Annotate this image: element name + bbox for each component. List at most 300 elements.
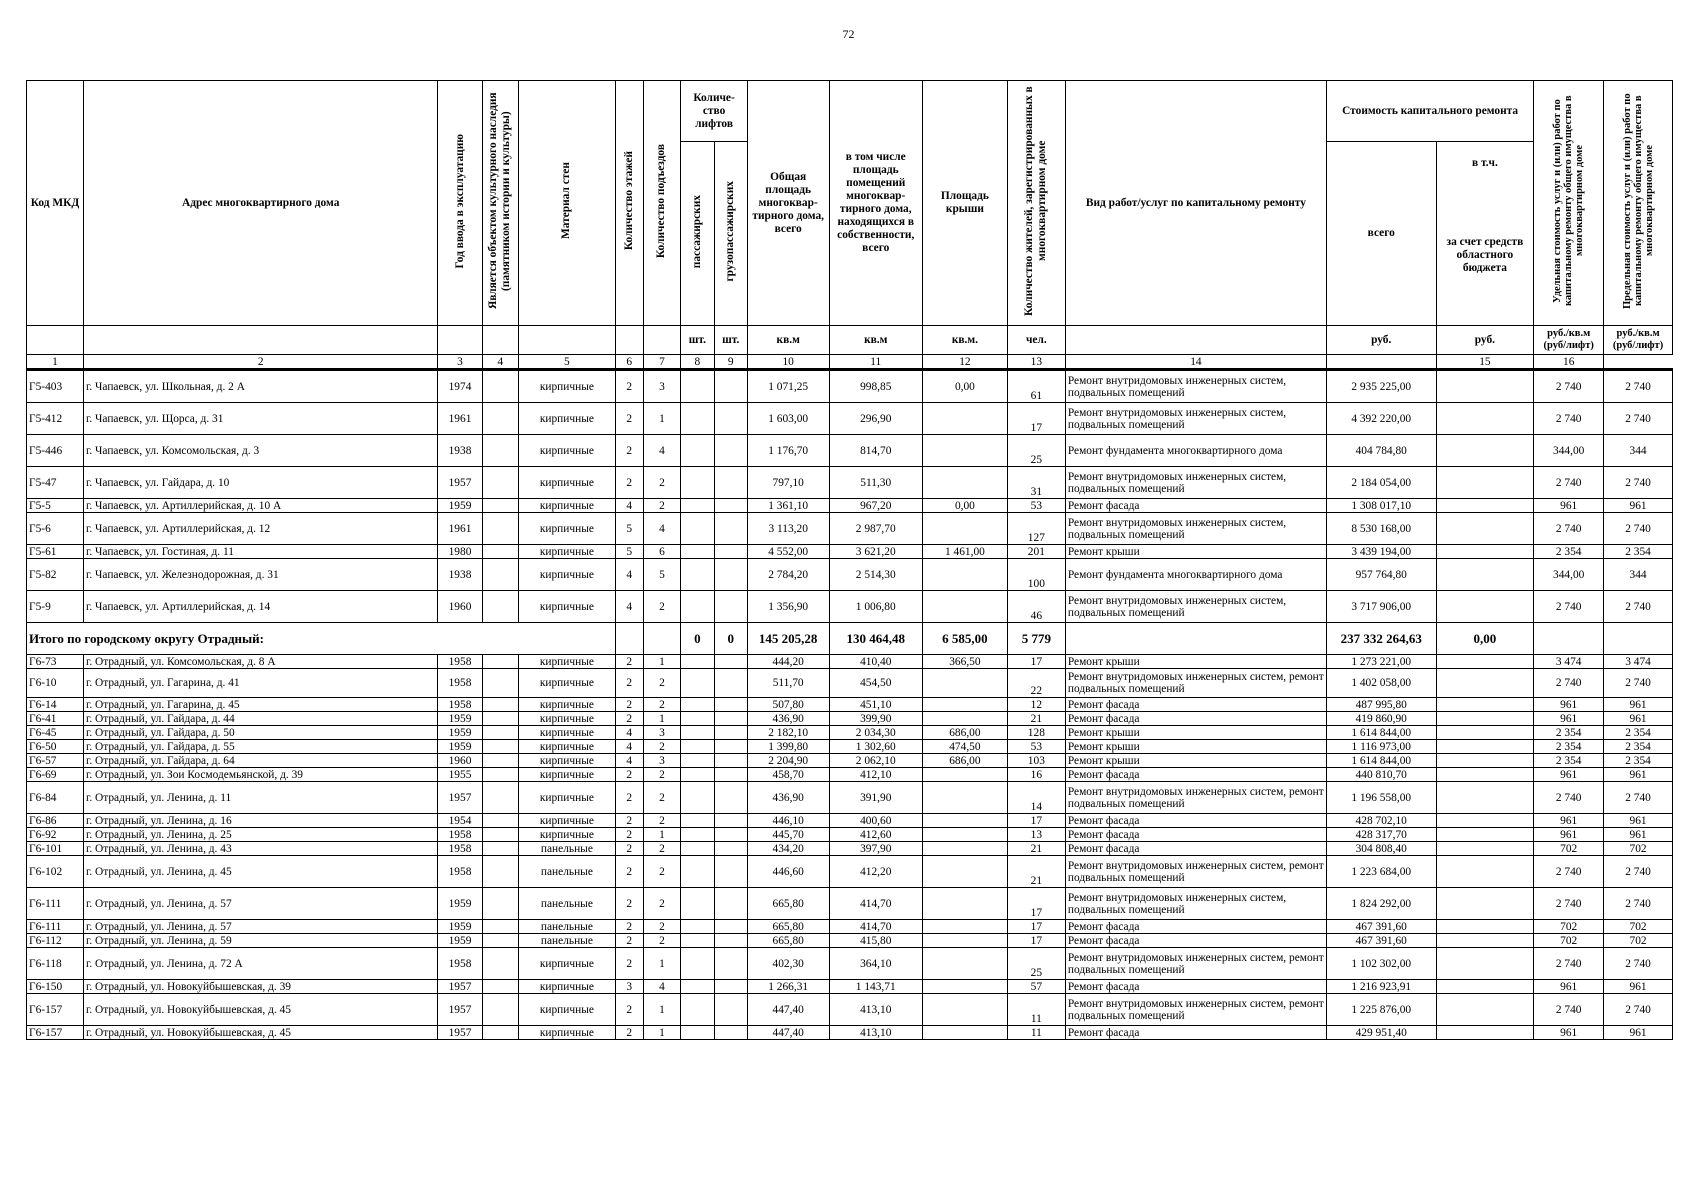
row-residents: 128 <box>1007 726 1065 740</box>
row-heritage <box>482 740 519 754</box>
row-residents: 12 <box>1007 698 1065 712</box>
row-cost-regional <box>1436 980 1534 994</box>
row-owned-area: 814,70 <box>829 435 922 467</box>
row-cost-regional <box>1436 754 1534 768</box>
row-owned-area: 364,10 <box>829 948 922 980</box>
row-unit-cost: 961 <box>1534 499 1604 513</box>
row-code: Г6-157 <box>27 994 84 1026</box>
row-owned-area: 451,10 <box>829 698 922 712</box>
table-row <box>27 920 1673 934</box>
row-work-type: Ремонт крыши <box>1065 726 1326 740</box>
row-lifts-cargo <box>714 698 747 712</box>
row-cost-regional <box>1436 403 1534 435</box>
row-cost-regional <box>1436 513 1534 545</box>
row-heritage <box>482 698 519 712</box>
row-roof-area <box>922 403 1007 435</box>
total-residents: 5 779 <box>1007 623 1065 655</box>
row-code: Г5-9 <box>27 591 84 623</box>
column-number: 4 <box>482 355 519 370</box>
row-work-type: Ремонт фундамента многоквартирного дома <box>1065 435 1326 467</box>
row-heritage <box>482 856 519 888</box>
row-cost-regional <box>1436 920 1534 934</box>
header-cost: Стоимость капитального ремонта <box>1326 81 1533 142</box>
row-floors: 2 <box>615 814 643 828</box>
table-row <box>27 828 1673 842</box>
table-row <box>27 782 1673 814</box>
row-work-type: Ремонт внутридомовых инженерных систем, ремонт подвальных помещений <box>1065 669 1326 698</box>
column-number: 12 <box>922 355 1007 370</box>
row-entrances: 3 <box>643 754 681 768</box>
row-lifts-pass <box>681 499 714 513</box>
row-cost-regional <box>1436 712 1534 726</box>
total-label: Итого по городскому округу Отрадный: <box>27 623 616 655</box>
row-roof-area <box>922 768 1007 782</box>
row-floors: 2 <box>615 655 643 669</box>
row-roof-area: 474,50 <box>922 740 1007 754</box>
row-residents: 14 <box>1007 782 1065 814</box>
row-code: Г5-82 <box>27 559 84 591</box>
row-total-area: 2 784,20 <box>747 559 829 591</box>
row-lifts-pass <box>681 948 714 980</box>
total-unit <box>1534 623 1604 655</box>
row-roof-area <box>922 669 1007 698</box>
row-limit-cost: 2 740 <box>1604 591 1673 623</box>
row-address: г. Отрадный, ул. Ленина, д. 57 <box>83 920 438 934</box>
row-total-area: 447,40 <box>747 1026 829 1040</box>
row-residents: 13 <box>1007 828 1065 842</box>
row-heritage <box>482 726 519 740</box>
row-cost-total: 487 995,80 <box>1326 698 1436 712</box>
total-row <box>27 623 1673 655</box>
row-cost-total: 1 216 923,91 <box>1326 980 1436 994</box>
row-lifts-pass <box>681 856 714 888</box>
header-roof-area: Площадь крыши <box>922 81 1007 326</box>
row-cost-total: 467 391,60 <box>1326 920 1436 934</box>
row-roof-area: 0,00 <box>922 370 1007 403</box>
row-work-type: Ремонт внутридомовых инженерных систем, подвальных помещений <box>1065 403 1326 435</box>
unit-sqm-1: кв.м <box>747 326 829 355</box>
row-year: 1960 <box>438 754 482 768</box>
column-number: 13 <box>1007 355 1065 370</box>
row-residents: 17 <box>1007 403 1065 435</box>
row-floors: 4 <box>615 726 643 740</box>
row-cost-total: 1 308 017,10 <box>1326 499 1436 513</box>
row-address: г. Чапаевск, ул. Артиллерийская, д. 10 А <box>83 499 438 513</box>
total-area: 145 205,28 <box>747 623 829 655</box>
row-work-type: Ремонт крыши <box>1065 740 1326 754</box>
row-lifts-cargo <box>714 467 747 499</box>
row-entrances: 1 <box>643 948 681 980</box>
row-cost-regional <box>1436 669 1534 698</box>
row-entrances: 3 <box>643 726 681 740</box>
row-year: 1958 <box>438 655 482 669</box>
row-entrances: 2 <box>643 768 681 782</box>
row-lifts-pass <box>681 698 714 712</box>
row-year: 1959 <box>438 920 482 934</box>
row-limit-cost: 2 740 <box>1604 994 1673 1026</box>
row-work-type: Ремонт внутридомовых инженерных систем, ремонт подвальных помещений <box>1065 856 1326 888</box>
row-entrances: 2 <box>643 934 681 948</box>
row-walls: кирпичные <box>519 994 616 1026</box>
row-work-type: Ремонт внутридомовых инженерных систем, подвальных помещений <box>1065 888 1326 920</box>
row-address: г. Отрадный, ул. Гайдара, д. 44 <box>83 712 438 726</box>
row-roof-area <box>922 842 1007 856</box>
total-work <box>1065 623 1326 655</box>
row-code: Г6-45 <box>27 726 84 740</box>
row-entrances: 1 <box>643 1026 681 1040</box>
row-work-type: Ремонт внутридомовых инженерных систем, подвальных помещений <box>1065 467 1326 499</box>
row-entrances: 2 <box>643 669 681 698</box>
row-limit-cost: 2 354 <box>1604 754 1673 768</box>
row-limit-cost: 2 740 <box>1604 370 1673 403</box>
row-total-area: 1 176,70 <box>747 435 829 467</box>
row-year: 1938 <box>438 559 482 591</box>
row-floors: 4 <box>615 559 643 591</box>
total-roof-area: 6 585,00 <box>922 623 1007 655</box>
row-code: Г6-14 <box>27 698 84 712</box>
row-cost-regional <box>1436 782 1534 814</box>
row-total-area: 434,20 <box>747 842 829 856</box>
row-entrances: 2 <box>643 467 681 499</box>
row-walls: кирпичные <box>519 467 616 499</box>
row-walls: кирпичные <box>519 768 616 782</box>
row-limit-cost: 961 <box>1604 980 1673 994</box>
row-cost-total: 957 764,80 <box>1326 559 1436 591</box>
row-unit-cost: 344,00 <box>1534 559 1604 591</box>
row-unit-cost: 2 354 <box>1534 740 1604 754</box>
row-address: г. Отрадный, ул. Ленина, д. 16 <box>83 814 438 828</box>
row-walls: кирпичные <box>519 1026 616 1040</box>
row-lifts-cargo <box>714 768 747 782</box>
total-owned-area: 130 464,48 <box>829 623 922 655</box>
unit-people: чел. <box>1007 326 1065 355</box>
row-heritage <box>482 435 519 467</box>
row-unit-cost: 2 740 <box>1534 513 1604 545</box>
unit-per-2: руб./кв.м (руб/лифт) <box>1604 326 1673 355</box>
total-cost: 237 332 264,63 <box>1326 623 1436 655</box>
row-address: г. Отрадный, ул. Гагарина, д. 41 <box>83 669 438 698</box>
row-entrances: 2 <box>643 740 681 754</box>
row-residents: 17 <box>1007 934 1065 948</box>
row-limit-cost: 2 740 <box>1604 513 1673 545</box>
row-total-area: 1 399,80 <box>747 740 829 754</box>
row-cost-regional <box>1436 828 1534 842</box>
row-lifts-cargo <box>714 754 747 768</box>
row-cost-regional <box>1436 591 1534 623</box>
row-address: г. Отрадный, ул. Гайдара, д. 64 <box>83 754 438 768</box>
row-total-area: 665,80 <box>747 920 829 934</box>
column-number: 5 <box>519 355 616 370</box>
row-unit-cost: 2 740 <box>1534 948 1604 980</box>
row-limit-cost: 961 <box>1604 499 1673 513</box>
column-number: 15 <box>1436 355 1534 370</box>
row-code: Г6-157 <box>27 1026 84 1040</box>
row-unit-cost: 2 740 <box>1534 994 1604 1026</box>
header-floors: Количество этажей <box>615 81 643 326</box>
row-cost-regional <box>1436 814 1534 828</box>
header-owned-area: в том числе площадь помещений многоквар-тирного дома, находящихся в собственности, всего <box>829 81 922 326</box>
row-owned-area: 296,90 <box>829 403 922 435</box>
row-limit-cost: 2 740 <box>1604 403 1673 435</box>
row-roof-area <box>922 856 1007 888</box>
row-floors: 2 <box>615 712 643 726</box>
row-entrances: 4 <box>643 435 681 467</box>
row-lifts-pass <box>681 814 714 828</box>
row-lifts-pass <box>681 513 714 545</box>
row-heritage <box>482 559 519 591</box>
row-year: 1938 <box>438 435 482 467</box>
row-cost-total: 1 102 302,00 <box>1326 948 1436 980</box>
table-row <box>27 754 1673 768</box>
row-cost-total: 1 402 058,00 <box>1326 669 1436 698</box>
row-walls: кирпичные <box>519 591 616 623</box>
row-total-area: 444,20 <box>747 655 829 669</box>
row-lifts-pass <box>681 467 714 499</box>
row-code: Г6-86 <box>27 814 84 828</box>
row-cost-total: 1 196 558,00 <box>1326 782 1436 814</box>
row-total-area: 2 204,90 <box>747 754 829 768</box>
row-cost-total: 1 824 292,00 <box>1326 888 1436 920</box>
row-residents: 103 <box>1007 754 1065 768</box>
row-address: г. Отрадный, ул. Новокуйбышевская, д. 45 <box>83 994 438 1026</box>
row-floors: 2 <box>615 994 643 1026</box>
row-cost-regional <box>1436 499 1534 513</box>
row-address: г. Отрадный, ул. Ленина, д. 72 А <box>83 948 438 980</box>
row-lifts-pass <box>681 726 714 740</box>
row-heritage <box>482 754 519 768</box>
header-work-type: Вид работ/услуг по капитальному ремонту <box>1065 81 1326 326</box>
row-lifts-cargo <box>714 435 747 467</box>
table-row <box>27 994 1673 1026</box>
row-walls: кирпичные <box>519 828 616 842</box>
row-address: г. Отрадный, ул. Ленина, д. 45 <box>83 856 438 888</box>
row-lifts-pass <box>681 842 714 856</box>
row-lifts-cargo <box>714 655 747 669</box>
row-code: Г6-150 <box>27 980 84 994</box>
row-limit-cost: 344 <box>1604 559 1673 591</box>
row-walls: панельные <box>519 920 616 934</box>
row-roof-area <box>922 934 1007 948</box>
row-floors: 2 <box>615 467 643 499</box>
row-unit-cost: 2 740 <box>1534 669 1604 698</box>
row-cost-regional <box>1436 559 1534 591</box>
row-heritage <box>482 980 519 994</box>
row-lifts-pass <box>681 754 714 768</box>
row-lifts-pass <box>681 782 714 814</box>
row-residents: 61 <box>1007 370 1065 403</box>
row-roof-area <box>922 782 1007 814</box>
row-lifts-cargo <box>714 782 747 814</box>
row-heritage <box>482 403 519 435</box>
table-row <box>27 740 1673 754</box>
row-code: Г5-412 <box>27 403 84 435</box>
total-regional: 0,00 <box>1436 623 1534 655</box>
row-lifts-cargo <box>714 669 747 698</box>
row-address: г. Отрадный, ул. Новокуйбышевская, д. 45 <box>83 1026 438 1040</box>
table-row <box>27 814 1673 828</box>
row-cost-regional <box>1436 948 1534 980</box>
row-unit-cost: 961 <box>1534 1026 1604 1040</box>
row-lifts-pass <box>681 920 714 934</box>
row-code: Г6-101 <box>27 842 84 856</box>
row-walls: кирпичные <box>519 980 616 994</box>
row-walls: кирпичные <box>519 948 616 980</box>
row-floors: 2 <box>615 948 643 980</box>
row-limit-cost: 702 <box>1604 934 1673 948</box>
row-code: Г6-112 <box>27 934 84 948</box>
row-cost-regional <box>1436 435 1534 467</box>
row-residents: 25 <box>1007 948 1065 980</box>
row-walls: кирпичные <box>519 513 616 545</box>
row-limit-cost: 961 <box>1604 698 1673 712</box>
header-lifts-cargo: грузопассажирских <box>714 142 747 326</box>
row-limit-cost: 961 <box>1604 828 1673 842</box>
row-lifts-pass <box>681 403 714 435</box>
row-limit-cost: 961 <box>1604 814 1673 828</box>
row-cost-regional <box>1436 740 1534 754</box>
row-year: 1959 <box>438 888 482 920</box>
row-address: г. Отрадный, ул. Комсомольская, д. 8 А <box>83 655 438 669</box>
column-number: 16 <box>1534 355 1604 370</box>
row-cost-regional <box>1436 934 1534 948</box>
row-residents: 17 <box>1007 655 1065 669</box>
row-entrances: 1 <box>643 712 681 726</box>
row-cost-total: 304 808,40 <box>1326 842 1436 856</box>
row-cost-regional <box>1436 888 1534 920</box>
unit-pcs-2: шт. <box>714 326 747 355</box>
row-owned-area: 412,10 <box>829 768 922 782</box>
row-lifts-cargo <box>714 559 747 591</box>
row-total-area: 2 182,10 <box>747 726 829 740</box>
row-year: 1961 <box>438 403 482 435</box>
row-address: г. Отрадный, ул. Новокуйбышевская, д. 39 <box>83 980 438 994</box>
row-floors: 2 <box>615 782 643 814</box>
row-address: г. Чапаевск, ул. Щорса, д. 31 <box>83 403 438 435</box>
capital-repair-table <box>26 80 1673 1040</box>
row-total-area: 4 552,00 <box>747 545 829 559</box>
row-walls: кирпичные <box>519 370 616 403</box>
row-address: г. Отрадный, ул. Гагарина, д. 45 <box>83 698 438 712</box>
row-code: Г5-61 <box>27 545 84 559</box>
column-number-blank <box>1326 355 1436 370</box>
row-lifts-cargo <box>714 370 747 403</box>
row-residents: 17 <box>1007 920 1065 934</box>
row-floors: 2 <box>615 842 643 856</box>
row-residents: 57 <box>1007 980 1065 994</box>
row-code: Г6-73 <box>27 655 84 669</box>
row-entrances: 5 <box>643 559 681 591</box>
row-cost-total: 440 810,70 <box>1326 768 1436 782</box>
row-walls: кирпичные <box>519 403 616 435</box>
row-lifts-pass <box>681 828 714 842</box>
row-cost-total: 1 614 844,00 <box>1326 754 1436 768</box>
row-year: 1954 <box>438 814 482 828</box>
row-unit-cost: 961 <box>1534 828 1604 842</box>
row-code: Г6-92 <box>27 828 84 842</box>
row-cost-regional <box>1436 768 1534 782</box>
row-year: 1961 <box>438 513 482 545</box>
row-roof-area: 1 461,00 <box>922 545 1007 559</box>
row-work-type: Ремонт фасада <box>1065 1026 1326 1040</box>
row-owned-area: 413,10 <box>829 1026 922 1040</box>
row-entrances: 1 <box>643 655 681 669</box>
row-code: Г6-69 <box>27 768 84 782</box>
table-row <box>27 559 1673 591</box>
row-total-area: 507,80 <box>747 698 829 712</box>
row-total-area: 1 361,10 <box>747 499 829 513</box>
row-cost-total: 428 702,10 <box>1326 814 1436 828</box>
row-lifts-pass <box>681 370 714 403</box>
row-cost-total: 1 116 973,00 <box>1326 740 1436 754</box>
row-heritage <box>482 1026 519 1040</box>
row-heritage <box>482 467 519 499</box>
row-year: 1958 <box>438 856 482 888</box>
row-residents: 25 <box>1007 435 1065 467</box>
row-limit-cost: 2 740 <box>1604 669 1673 698</box>
row-work-type: Ремонт фасада <box>1065 712 1326 726</box>
row-lifts-pass <box>681 994 714 1026</box>
row-owned-area: 399,90 <box>829 712 922 726</box>
row-limit-cost: 2 354 <box>1604 740 1673 754</box>
row-owned-area: 400,60 <box>829 814 922 828</box>
row-entrances: 2 <box>643 698 681 712</box>
row-work-type: Ремонт фасада <box>1065 842 1326 856</box>
row-code: Г5-6 <box>27 513 84 545</box>
row-heritage <box>482 499 519 513</box>
row-year: 1959 <box>438 726 482 740</box>
row-code: Г5-446 <box>27 435 84 467</box>
row-work-type: Ремонт внутридомовых инженерных систем, ремонт подвальных помещений <box>1065 782 1326 814</box>
row-heritage <box>482 768 519 782</box>
row-owned-area: 2 062,10 <box>829 754 922 768</box>
header-unit-cost: Удельная стоимость услуг и (или) работ по капитальному ремонту общего имущества в многоквартирном доме <box>1534 81 1604 326</box>
row-lifts-pass <box>681 435 714 467</box>
row-walls: кирпичные <box>519 712 616 726</box>
row-work-type: Ремонт фасада <box>1065 814 1326 828</box>
row-lifts-cargo <box>714 740 747 754</box>
row-entrances: 6 <box>643 545 681 559</box>
row-entrances: 4 <box>643 980 681 994</box>
row-total-area: 1 071,25 <box>747 370 829 403</box>
row-cost-total: 8 530 168,00 <box>1326 513 1436 545</box>
row-heritage <box>482 513 519 545</box>
row-total-area: 1 266,31 <box>747 980 829 994</box>
row-floors: 2 <box>615 828 643 842</box>
row-cost-regional <box>1436 1026 1534 1040</box>
row-cost-total: 1 225 876,00 <box>1326 994 1436 1026</box>
row-floors: 5 <box>615 545 643 559</box>
column-number: 14 <box>1065 355 1326 370</box>
row-entrances: 2 <box>643 842 681 856</box>
unit-per-1: руб./кв.м (руб/лифт) <box>1534 326 1604 355</box>
row-roof-area <box>922 828 1007 842</box>
row-floors: 2 <box>615 920 643 934</box>
column-number: 6 <box>615 355 643 370</box>
header-lifts-pass: пассажирских <box>681 142 714 326</box>
row-roof-area <box>922 559 1007 591</box>
table-row <box>27 403 1673 435</box>
row-unit-cost: 2 740 <box>1534 782 1604 814</box>
row-roof-area: 0,00 <box>922 499 1007 513</box>
row-limit-cost: 702 <box>1604 842 1673 856</box>
row-roof-area <box>922 948 1007 980</box>
row-code: Г5-47 <box>27 467 84 499</box>
table-row <box>27 948 1673 980</box>
row-roof-area: 366,50 <box>922 655 1007 669</box>
row-address: г. Отрадный, ул. Ленина, д. 59 <box>83 934 438 948</box>
row-floors: 5 <box>615 513 643 545</box>
row-lifts-pass <box>681 712 714 726</box>
